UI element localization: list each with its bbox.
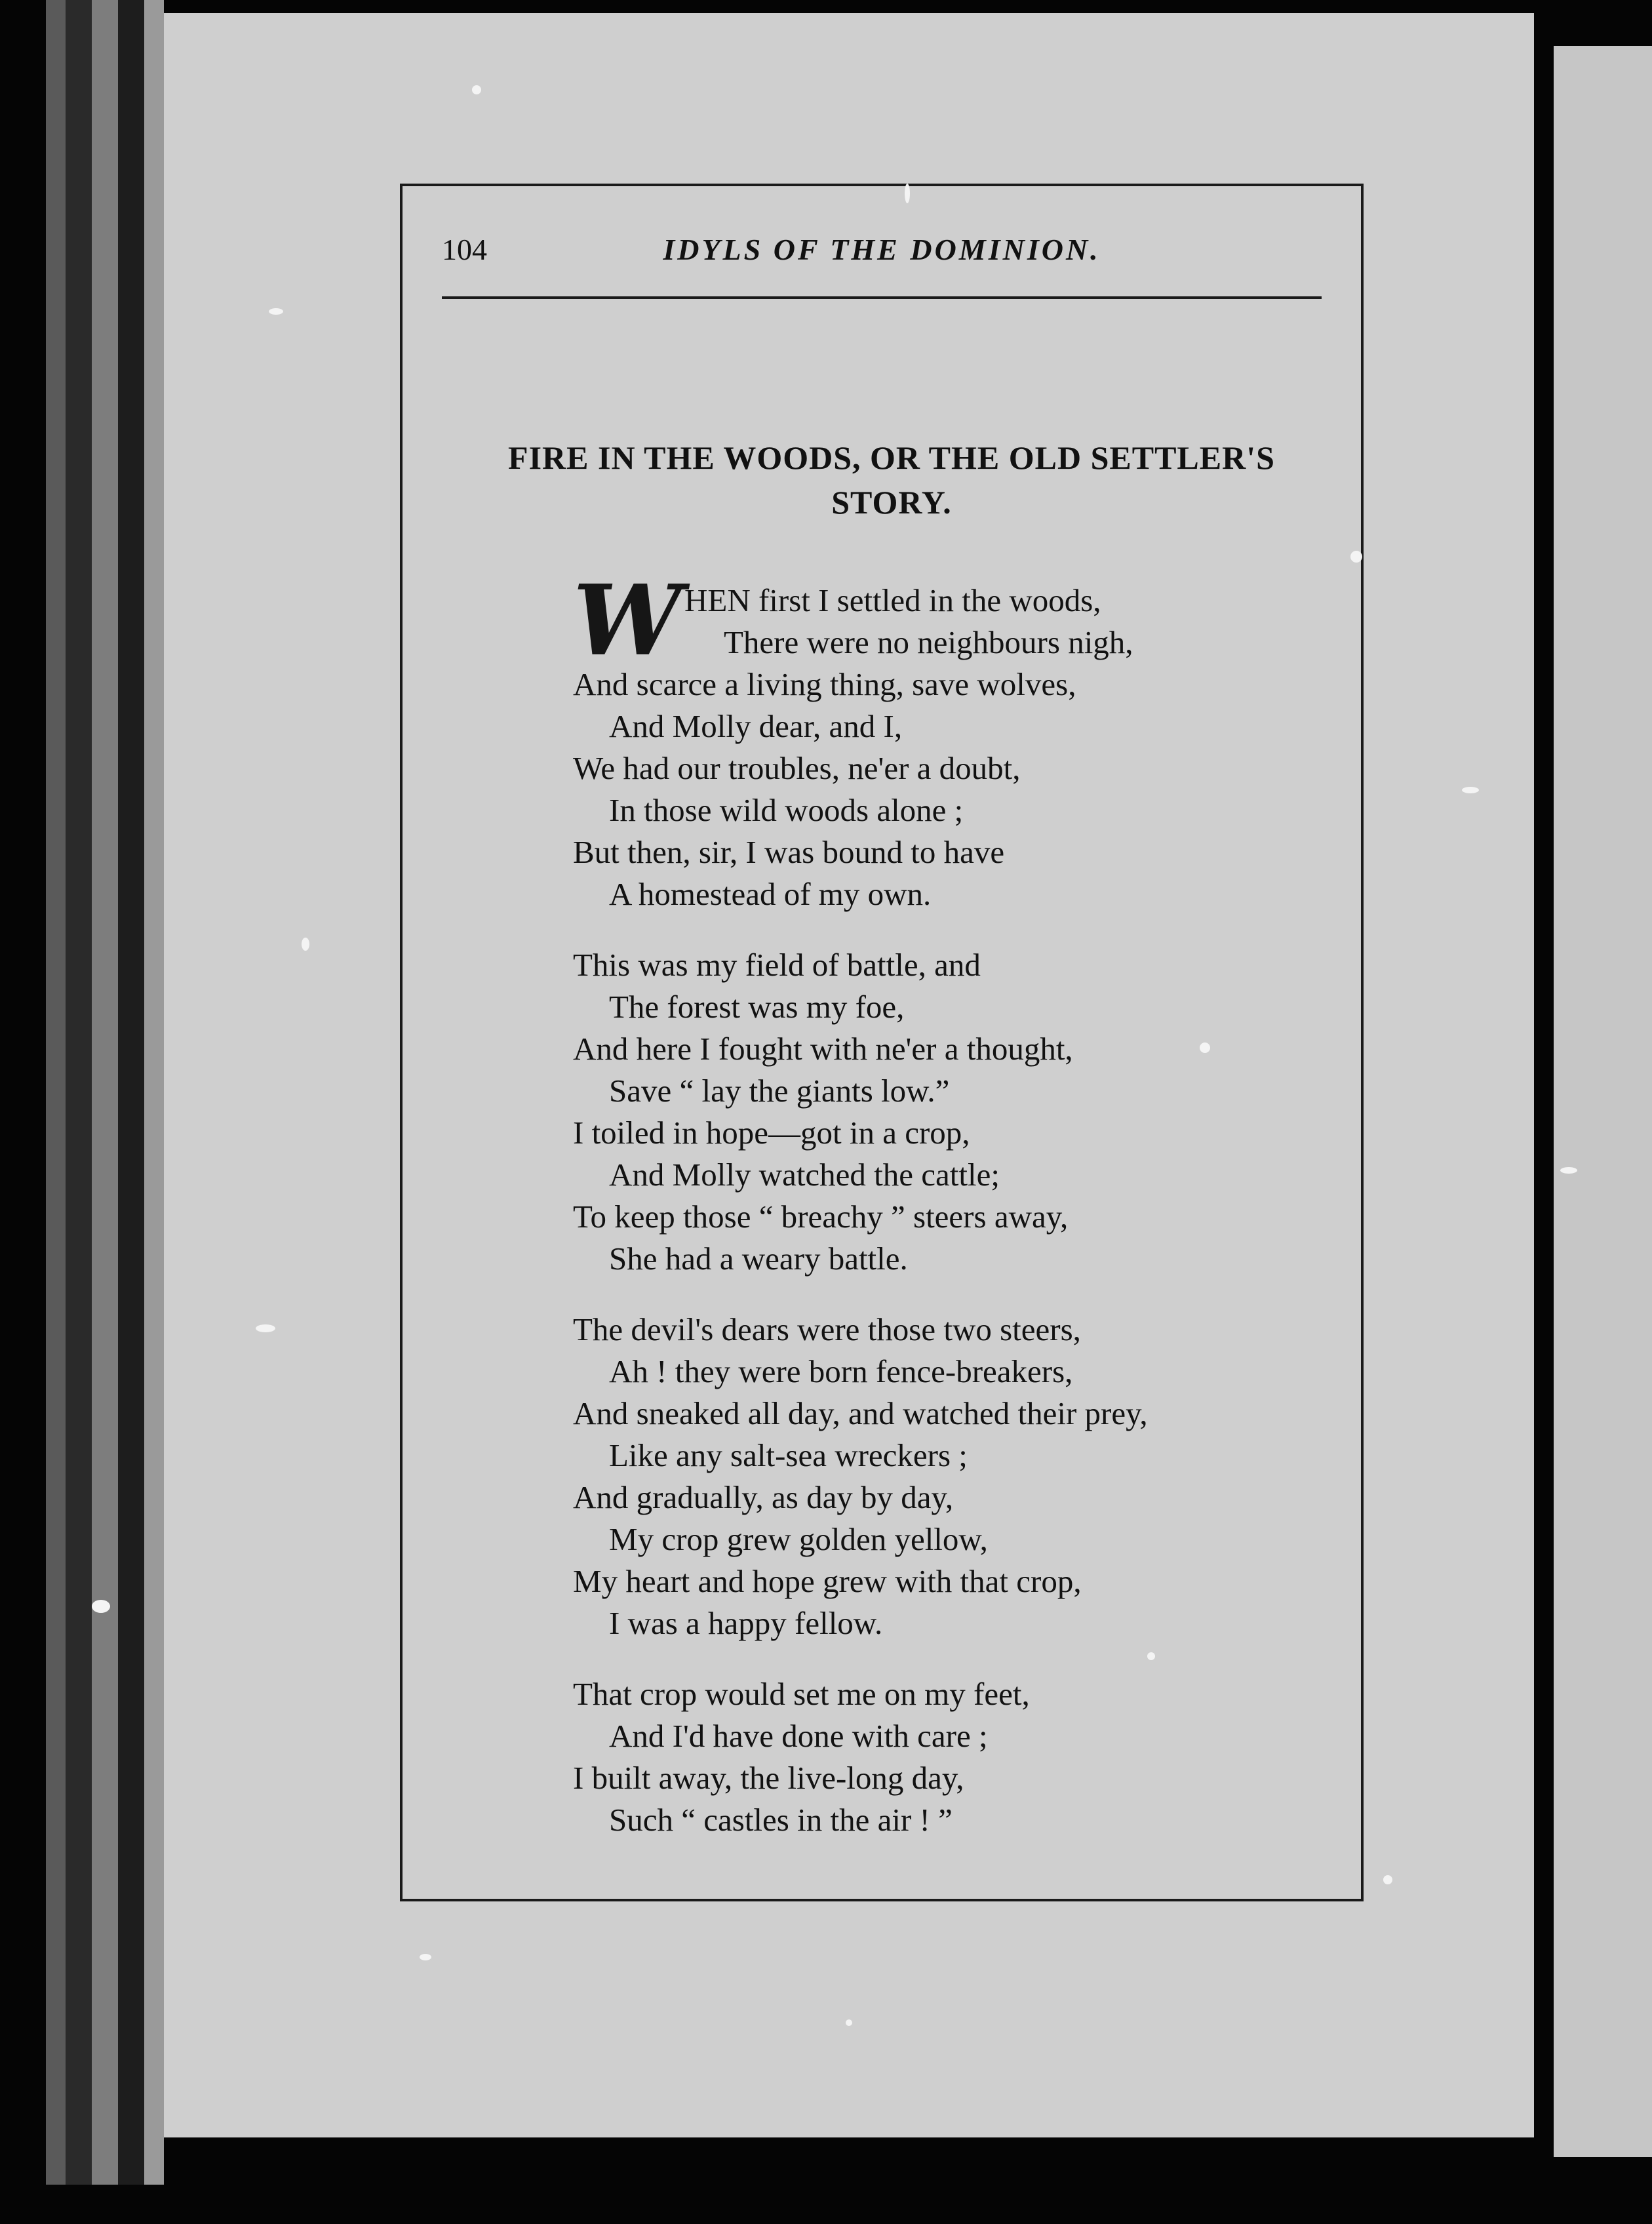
stanza-3: [573, 1309, 1327, 1644]
header-rule: [442, 296, 1322, 299]
poem-line: There were no neighbours nigh,: [724, 624, 1133, 660]
speckle: [302, 938, 309, 951]
poem-line: My heart and hope grew with that crop,: [573, 1563, 1082, 1599]
speckle: [92, 1600, 110, 1613]
speckle: [905, 184, 910, 203]
stanza-1: [573, 563, 1327, 915]
poem-line: But then, sir, I was bound to have: [573, 834, 1005, 870]
speckle: [1200, 1042, 1210, 1053]
poem-body: [573, 563, 1327, 1870]
book-edge: [118, 0, 144, 2185]
poem-line: And Molly watched the cattle;: [609, 1157, 1000, 1193]
poem-line: Like any salt-sea wreckers ;: [609, 1437, 968, 1473]
poem-line: And I'd have done with care ;: [609, 1718, 988, 1754]
drop-cap: W: [573, 563, 682, 677]
page-gutter: [1534, 0, 1554, 2224]
speckle: [1383, 1875, 1392, 1884]
poem-line: This was my field of battle, and: [573, 947, 981, 983]
poem-line: We had our troubles, ne'er a doubt,: [573, 750, 1021, 786]
speckle: [1147, 1652, 1155, 1660]
speckle: [420, 1954, 431, 1960]
running-head-title: IDYLS OF THE DOMINION.: [663, 233, 1101, 266]
poem-line: A homestead of my own.: [609, 876, 932, 912]
poem-line: The devil's dears were those two steers,: [573, 1311, 1081, 1347]
poem-line: My crop grew golden yellow,: [609, 1521, 988, 1557]
poem-line-text: HEN first I settled in the woods,: [684, 582, 1101, 618]
poem-line: I was a happy fellow.: [609, 1605, 883, 1641]
page: [164, 13, 1534, 2137]
poem-line: Such “ castles in the air ! ”: [609, 1802, 953, 1838]
poem-line: And Molly dear, and I,: [609, 708, 903, 744]
book-edge: [66, 0, 92, 2185]
book-edge: [46, 0, 66, 2185]
page-frame: [400, 184, 1364, 1901]
poem-title: FIRE IN THE WOODS, OR THE OLD SETTLER'S STORY.: [508, 439, 1275, 521]
speckle: [1560, 1167, 1577, 1174]
poem-line: I built away, the live-long day,: [573, 1760, 964, 1796]
poem-line: The forest was my foe,: [609, 989, 905, 1025]
speckle: [1350, 551, 1362, 563]
poem-line: Save “ lay the giants low.”: [609, 1073, 950, 1109]
poem-line: To keep those “ breachy ” steers away,: [573, 1199, 1069, 1235]
stanza-2: [573, 944, 1327, 1280]
poem-line: And gradually, as day by day,: [573, 1479, 954, 1515]
poem-line: I toiled in hope—got in a crop,: [573, 1115, 970, 1151]
page-number: 104: [442, 233, 487, 266]
speckle: [1462, 787, 1479, 793]
poem-line: And sneaked all day, and watched their prey,: [573, 1395, 1148, 1431]
poem-line: That crop would set me on my feet,: [573, 1676, 1030, 1712]
poem-line: And here I fought with ne'er a thought,: [573, 1031, 1073, 1067]
stanza-4: [573, 1673, 1327, 1841]
speckle: [472, 85, 481, 94]
poem-line: And scarce a living thing, save wolves,: [573, 666, 1076, 702]
speckle: [846, 2019, 852, 2026]
poem-line: She had a weary battle.: [609, 1241, 908, 1277]
speckle: [256, 1324, 275, 1332]
facing-page-edge: [1554, 46, 1652, 2157]
poem-line: In those wild woods alone ;: [609, 792, 964, 828]
book-edge: [144, 0, 164, 2185]
running-head: [442, 232, 1322, 285]
book-edge: [92, 0, 118, 2185]
poem-line: Ah ! they were born fence-breakers,: [609, 1353, 1073, 1389]
speckle: [269, 308, 283, 315]
